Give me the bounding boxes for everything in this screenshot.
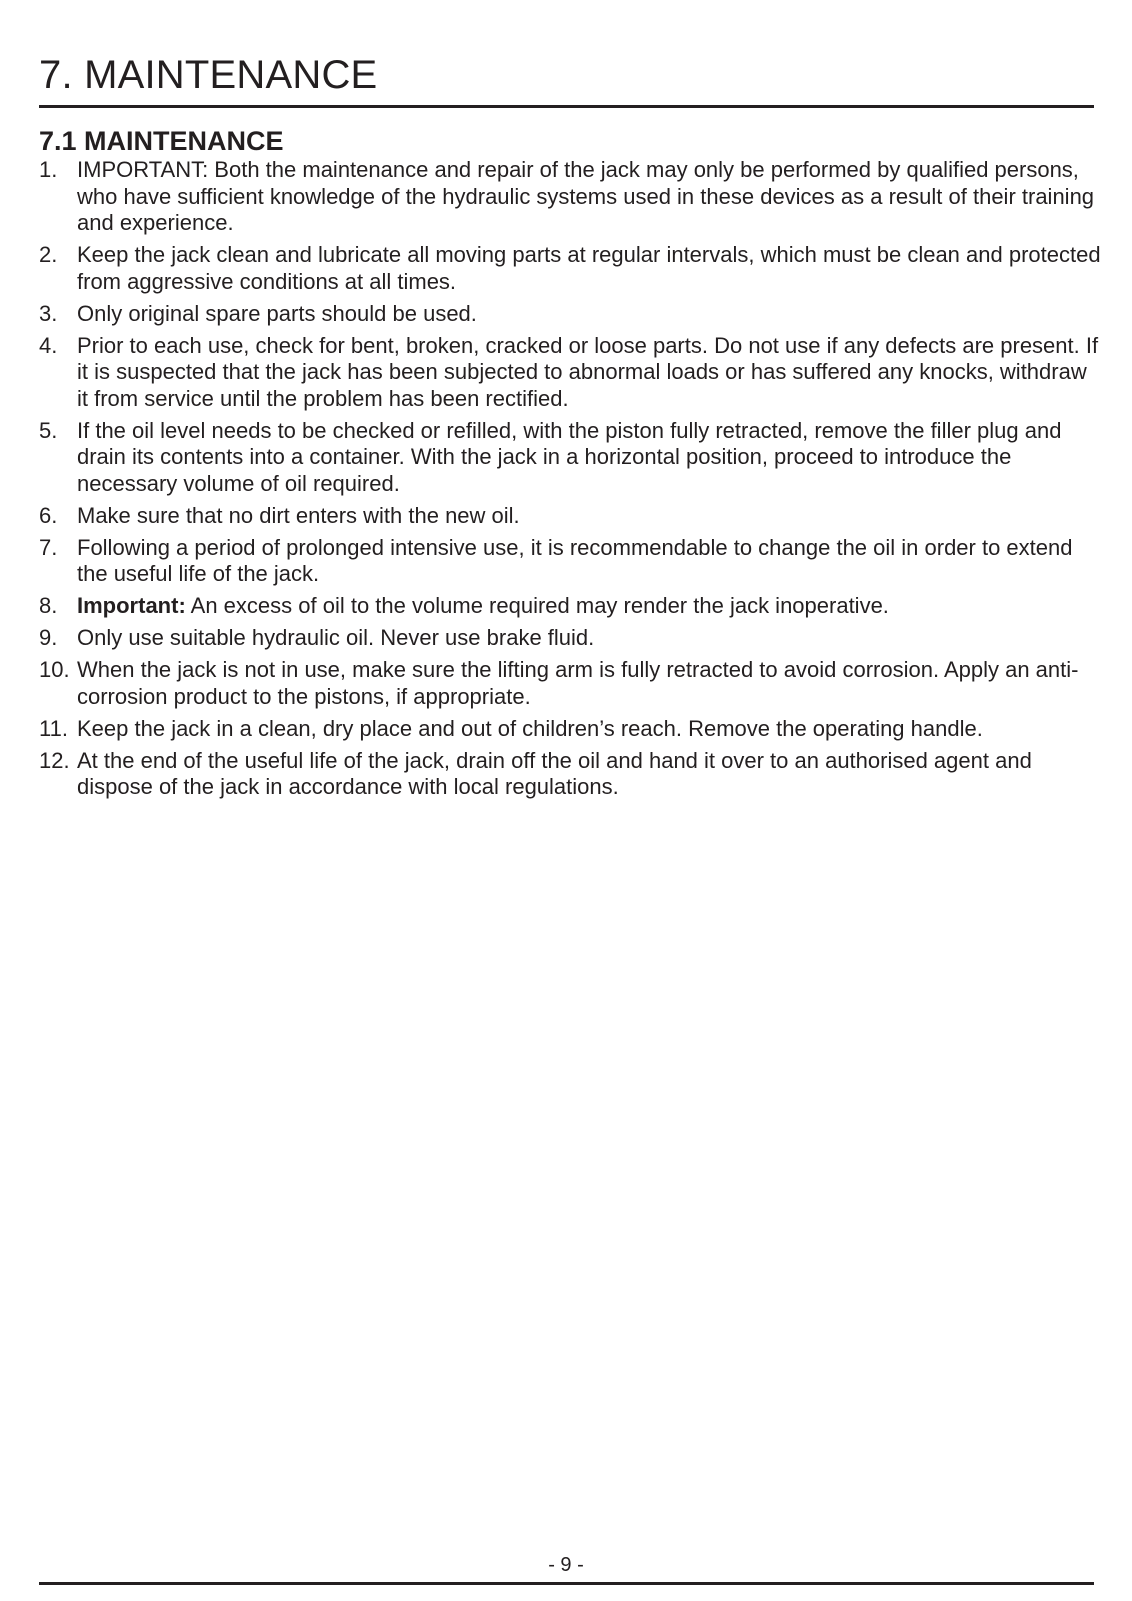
list-item-lead: Important: xyxy=(77,593,186,618)
list-item xyxy=(39,242,1101,295)
list-item-number: 11. xyxy=(39,715,68,741)
list-item-text: An excess of oil to the volume required may render the jack inoperative. xyxy=(185,593,889,618)
list-item-number: 4. xyxy=(39,332,58,358)
page-title: 7. MAINTENANCE xyxy=(39,53,378,97)
list-item xyxy=(39,418,1101,498)
list-item xyxy=(39,625,1101,652)
list-item-number: 8. xyxy=(39,593,58,618)
list-item-text: Make sure that no dirt enters with the new oil. xyxy=(77,502,520,528)
list-item-number: 10. xyxy=(39,657,70,682)
page-number: - 9 - xyxy=(548,1554,584,1576)
list-item-number: 1. xyxy=(39,157,58,182)
list-item xyxy=(39,535,1101,588)
list-item xyxy=(39,157,1101,237)
list-item-text: IMPORTANT: Both the maintenance and repair of the jack may only be performed by qualified persons, who have sufficient knowledge of the hydraulic systems used in these devices as a result of their training and experience. xyxy=(77,157,1095,235)
list-item-text: When the jack is not in use, make sure the lifting arm is fully retracted to avoid corrosion. Apply an anti-corrosion product to the pistons, if appropriate. xyxy=(77,657,1079,709)
list-item-text: Prior to each use, check for bent, broken, cracked or loose parts. Do not use if any defects are present. If it is suspected that the jack has been subjected to abnormal loads or has suffered any knocks, withdraw it from service until the problem has been rectified. xyxy=(77,332,1099,411)
title-divider xyxy=(39,105,1094,108)
list-item-text: Only use suitable hydraulic oil. Never use brake fluid. xyxy=(77,625,595,650)
section-heading: 7.1 MAINTENANCE xyxy=(39,126,284,156)
list-item-text: Keep the jack clean and lubricate all moving parts at regular intervals, which must be clean and protected from aggressive conditions at all times. xyxy=(77,242,1101,294)
list-item xyxy=(39,593,1101,620)
list-item-number: 2. xyxy=(39,242,58,267)
list-item-text: Keep the jack in a clean, dry place and out of children’s reach. Remove the operating handle. xyxy=(77,715,983,741)
list-item-number: 3. xyxy=(39,300,58,326)
footer-divider xyxy=(39,1582,1094,1585)
list-item-text: Only original spare parts should be used. xyxy=(77,300,477,326)
list-item xyxy=(39,503,1101,530)
list-item xyxy=(39,301,1101,328)
list-item xyxy=(39,657,1101,710)
list-item-text: If the oil level needs to be checked or refilled, with the piston fully retracted, remove the filler plug and drain its contents into a container. With the jack in a horizontal position, proceed to introduce the necessary volume of oil required. xyxy=(77,417,1062,496)
list-item-number: 12. xyxy=(39,747,70,773)
list-item-number: 6. xyxy=(39,502,58,528)
list-item xyxy=(39,716,1101,743)
maintenance-list xyxy=(39,157,1101,806)
list-item-text: At the end of the useful life of the jack, drain off the oil and hand it over to an authorised agent and dispose of the jack in accordance with local regulations. xyxy=(77,747,1032,799)
list-item xyxy=(39,333,1101,413)
list-item-number: 5. xyxy=(39,417,58,443)
list-item-number: 9. xyxy=(39,625,58,650)
list-item-text: Following a period of prolonged intensive use, it is recommendable to change the oil in order to extend the useful life of the jack. xyxy=(77,534,1073,586)
list-item xyxy=(39,748,1101,801)
list-item-number: 7. xyxy=(39,534,58,560)
